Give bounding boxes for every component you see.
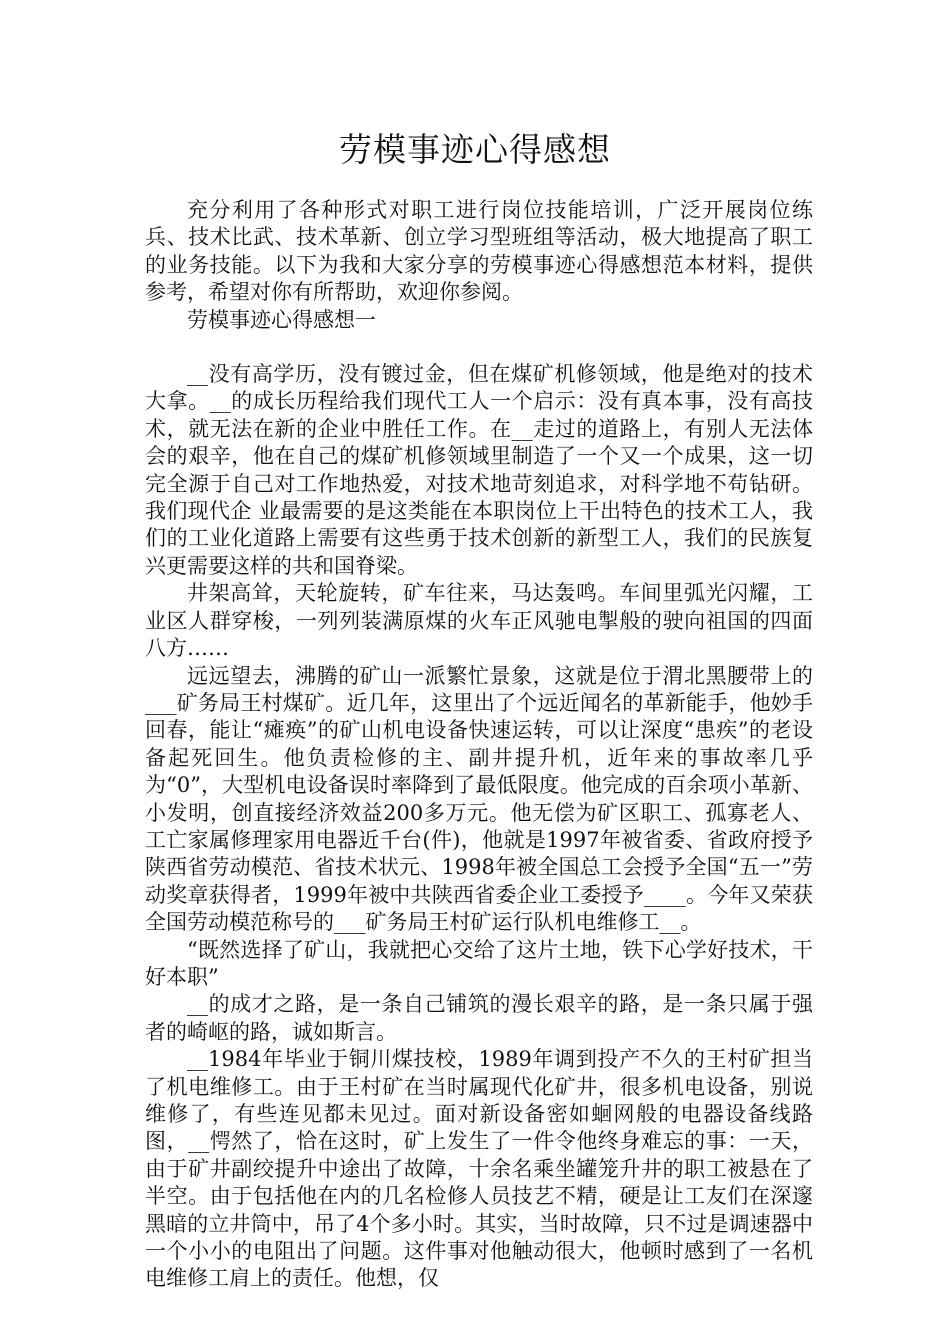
document-title: 劳模事迹心得感想: [339, 130, 611, 169]
quote-paragraph: “既然选择了矿山，我就把心交给了这片土地，铁下心学好技术，干好本职”: [145, 937, 813, 989]
document-body: [145, 197, 813, 1293]
body-paragraph: __的成才之路，是一条自己铺筑的漫长艰辛的路，是一条只属于强者的崎岖的路，诚如斯言。: [145, 992, 813, 1044]
intro-paragraph: 充分利用了各种形式对职工进行岗位技能培训，广泛开展岗位练兵、技术比武、技术革新、创立学习型班组等活动，极大地提高了职工的业务技能。以下为我和大家分享的劳模事迹心得感想范本材料，提供参考，希望对你有所帮助，欢迎你参阅。: [145, 198, 813, 305]
section-heading: 劳模事迹心得感想一: [187, 307, 376, 332]
body-paragraph: 井架高耸，天轮旋转，矿车往来，马达轰鸣。车间里弧光闪耀，工业区人群穿梭，一列列装满原煤的火车正风驰电掣般的驶向祖国的四面八方……: [145, 581, 813, 661]
body-paragraph: __1984年毕业于铜川煤技校，1989年调到投产不久的王村矿担当了机电维修工。由于王村矿在当时属现代化矿井，很多机电设备，别说维修了，有些连见都未见过。面对新设备密如蛔网般的电器设备线路图，__愕然了，恰在这时，矿上发生了一件令他终身难忘的事：一天，由于矿井副绞提升中途出了故障，十余名乘坐罐笼升井的职工被悬在了半空。由于包括他在内的几名检修人员技艺不精，硬是让工友们在深邃黑暗的立井筒中，吊了4个多小时。其实，当时故障，只不过是调速器中一个小小的电阻出了问题。这件事对他触动很大，他顿时感到了一名机电维修工肩上的责任。他想，仅: [145, 1047, 813, 1291]
body-paragraph: __没有高学历，没有镀过金，但在煤矿机修领域，他是绝对的技术大拿。__的成长历程给我们现代工人一个启示：没有真本事，没有高技术，就无法在新的企业中胜任工作。在__走过的道路上，有别人无法体会的艰辛，他在自己的煤矿机修领域里制造了一个又一个成果，这一切完全源于自己对工作地热爱，对技术地苛刻追求，对科学地不苟钻研。我们现代企 业最需要的是这类能在本职岗位上干出特色的技术工人，我们的工业化道路上需要有这些勇于技术创新的新型工人，我们的民族复兴更需要这样的共和国脊梁。: [145, 362, 813, 578]
body-paragraph: 远远望去，沸腾的矿山一派繁忙景象，这就是位于渭北黑腰带上的___矿务局王村煤矿。近几年，这里出了个远近闻名的革新能手，他妙手回春，能让“瘫痪”的矿山机电设备快速运转，可以让深度“患疾”的老设备起死回生。他负责检修的主、副井提升机，近年来的事故率几乎为“0”，大型机电设备误时率降到了最低限度。他完成的百余项小革新、小发明，创直接经济效益200多万元。他无偿为矿区职工、孤寡老人、工亡家属修理家用电器近千台(件)，他就是1997年被省委、省政府授予陕西省劳动模范、省技术状元、1998年被全国总工会授予全国“五一”劳动奖章获得者，1999年被中共陕西省委企业工委授予____。今年又荣获全国劳动模范称号的___矿务局王村矿运行队机电维修工__。: [145, 663, 813, 935]
